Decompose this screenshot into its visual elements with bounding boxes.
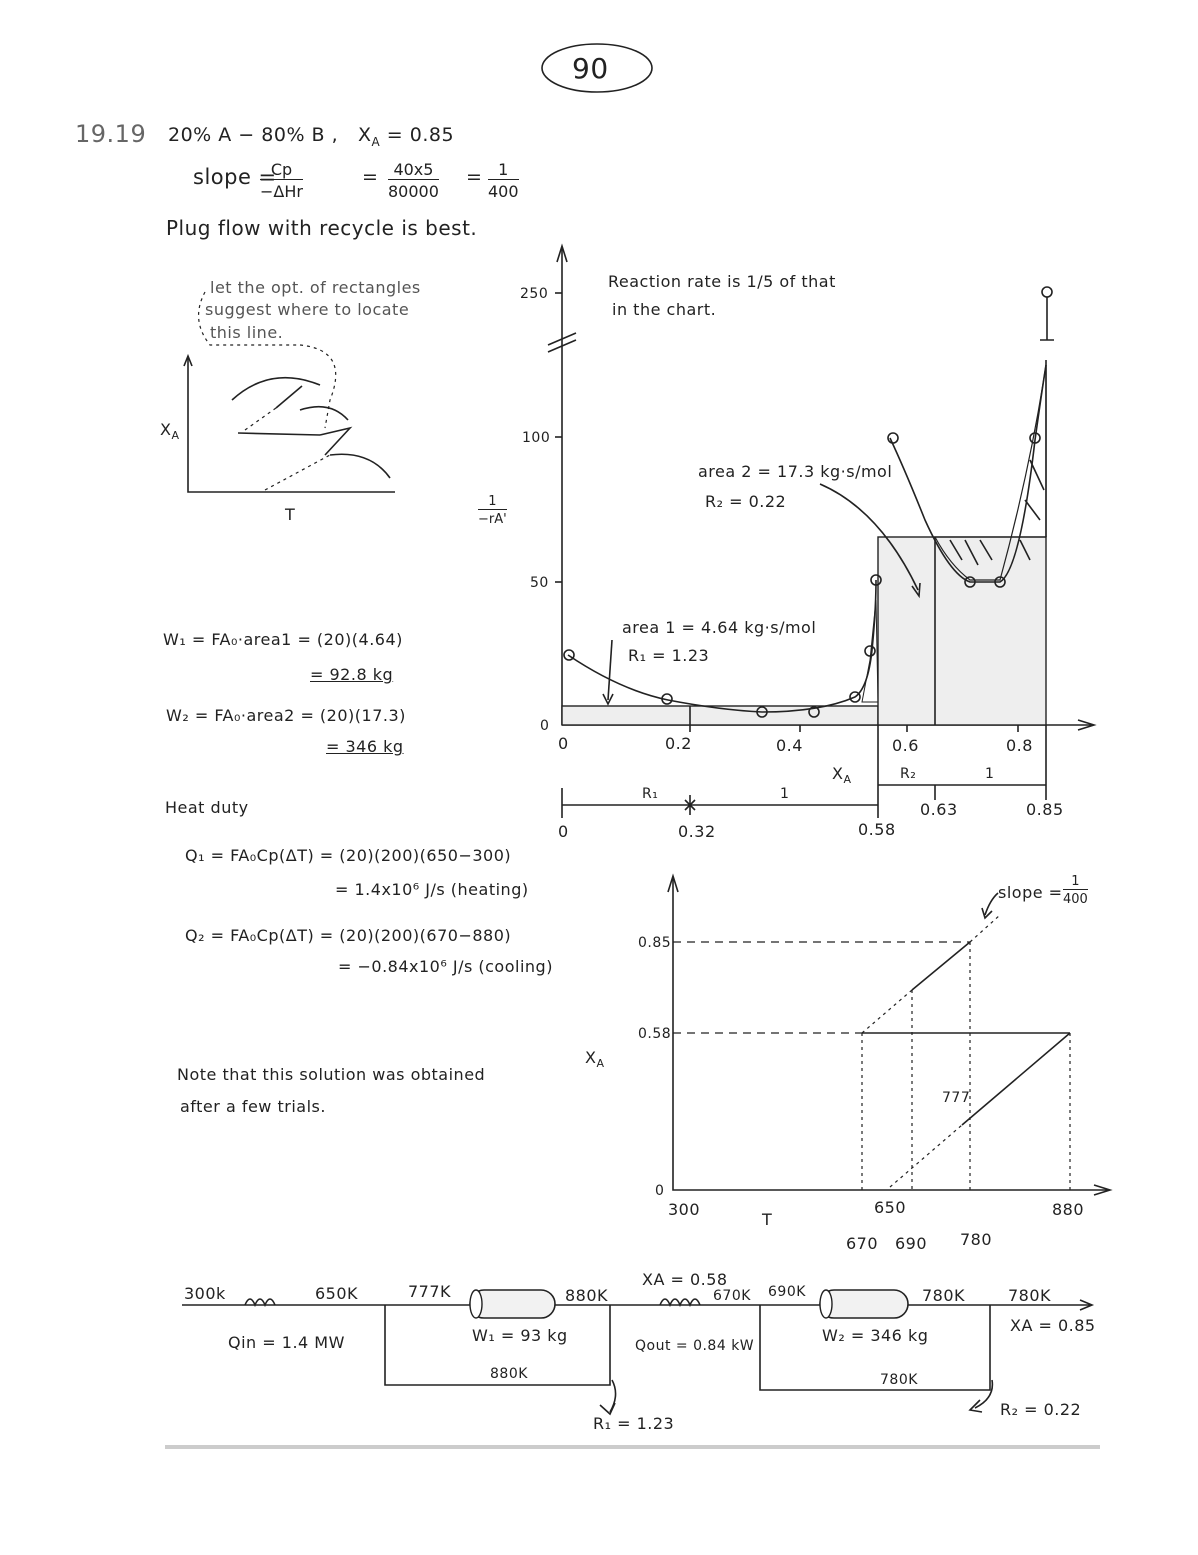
chart1-ylabel-num: 1 xyxy=(478,494,507,510)
fs-t-out2: 780K xyxy=(922,1286,966,1305)
slope-fraction-1 xyxy=(260,160,303,201)
span-r2: R₂ xyxy=(900,766,917,782)
span-one-2: 1 xyxy=(985,766,995,782)
sketch-note-2: suggest where to locate xyxy=(205,300,410,319)
chart1-spans xyxy=(562,725,1046,818)
slope-fraction-2 xyxy=(388,160,439,201)
chart2-axes xyxy=(668,876,1110,1195)
problem-xa-value: = 0.85 xyxy=(380,124,455,146)
chart2-slope-num: 1 xyxy=(1063,874,1088,890)
conclusion: Plug flow with recycle is best. xyxy=(166,216,478,240)
slope-label: slope = xyxy=(193,165,277,189)
chart2-slope-fraction xyxy=(1063,874,1088,907)
fs-r2: R₂ = 0.22 xyxy=(1000,1400,1082,1419)
sketch-x-label: T xyxy=(285,505,296,524)
chart2-label-777: 777 xyxy=(942,1090,971,1106)
chart1-ytick-0: 0 xyxy=(540,718,550,734)
fs-recycle2-temp: 780K xyxy=(880,1372,918,1388)
sketch-note-3: this line. xyxy=(210,323,284,342)
slope-f2-num: 40x5 xyxy=(388,160,439,180)
chart1-xtick-04: 0.4 xyxy=(776,736,803,755)
chart1-ytick-50: 50 xyxy=(530,575,549,591)
chart1-ylabel-den: −rA' xyxy=(478,512,507,527)
slope-f2-den: 80000 xyxy=(388,182,439,201)
chart2-ylabel-symbol: X xyxy=(585,1048,597,1067)
chart2-slope xyxy=(998,883,1063,902)
slope-f3-num: 1 xyxy=(488,160,519,180)
fs-t-cooler: 670K xyxy=(713,1288,751,1304)
chart2-xtick-690: 690 xyxy=(895,1234,928,1253)
q2-line2: = −0.84x10⁶ J/s (cooling) xyxy=(338,957,553,976)
fs-q-out: Qout = 0.84 kW xyxy=(635,1338,755,1354)
chart2-ytick-085: 0.85 xyxy=(638,935,672,951)
span-r1: R₁ xyxy=(642,786,659,802)
chart1-xtick-02: 0.2 xyxy=(665,734,692,753)
q2-line1: Q₂ = FA₀Cp(ΔT) = (20)(200)(670−880) xyxy=(185,926,512,945)
lower-tick-063: 0.63 xyxy=(920,800,958,819)
area1-label: area 1 = 4.64 kg·s/mol xyxy=(622,618,817,637)
slope-fraction-3 xyxy=(488,160,519,201)
problem-xa-symbol: X xyxy=(358,124,372,146)
q1-line1: Q₁ = FA₀Cp(ΔT) = (20)(200)(650−300) xyxy=(185,846,512,865)
q1-line2: = 1.4x10⁶ J/s (heating) xyxy=(335,880,529,899)
r1-label: R₁ = 1.23 xyxy=(628,646,710,665)
chart1-rectangles xyxy=(562,360,1046,725)
chart2-xtick-300: 300 xyxy=(668,1200,701,1219)
span-one-1: 1 xyxy=(780,786,790,802)
chart1-xlabel xyxy=(832,764,852,786)
note-line1: Note that this solution was obtained xyxy=(177,1065,486,1084)
w1-line1: W₁ = FA₀·area1 = (20)(4.64) xyxy=(163,630,403,649)
page-number: 90 xyxy=(572,52,609,85)
w2-line1: W₂ = FA₀·area2 = (20)(17.3) xyxy=(166,706,406,725)
chart1-xtick-06: 0.6 xyxy=(892,736,919,755)
fs-t-out1: 880K xyxy=(565,1286,609,1305)
problem-number: 19.19 xyxy=(75,120,147,148)
chart1-xtick-08: 0.8 xyxy=(1006,736,1033,755)
chart2-xtick-880: 880 xyxy=(1052,1200,1085,1219)
equals-2: = xyxy=(466,166,483,188)
problem-xa-sub: A xyxy=(371,134,381,149)
chart2-xtick-670: 670 xyxy=(846,1234,879,1253)
problem-feed: 20% A − 80% B , xyxy=(168,124,339,146)
chart2-xtick-780: 780 xyxy=(960,1230,993,1249)
chart2-xtick-650: 650 xyxy=(874,1198,907,1217)
fs-q-in: Qin = 1.4 MW xyxy=(228,1333,345,1352)
chart2-ylabel xyxy=(585,1048,605,1070)
fs-t-heater: 650K xyxy=(315,1284,359,1303)
heat-title: Heat duty xyxy=(165,798,249,817)
lower-tick-032: 0.32 xyxy=(678,822,716,841)
slope-f1-den: −ΔHr xyxy=(260,182,303,201)
slope-f1-num: Cp xyxy=(260,160,303,180)
chart1-title-1: Reaction rate is 1/5 of that xyxy=(608,272,836,291)
slope-f3-den: 400 xyxy=(488,182,519,201)
fs-t-in: 300k xyxy=(184,1284,226,1303)
fs-w2: W₂ = 346 kg xyxy=(822,1326,929,1345)
w2-line2: = 346 kg xyxy=(326,737,404,756)
area2-label: area 2 = 17.3 kg·s/mol xyxy=(698,462,893,481)
equals-1: = xyxy=(362,166,379,188)
r2-label: R₂ = 0.22 xyxy=(705,492,787,511)
w1-line2: = 92.8 kg xyxy=(310,665,394,684)
sketch-graph xyxy=(184,292,395,492)
sketch-y-label xyxy=(160,420,180,442)
problem-xa xyxy=(358,124,454,149)
chart2-slope-label: slope = xyxy=(998,883,1063,902)
lower-tick-058: 0.58 xyxy=(858,820,896,839)
chart2-ylabel-sub: A xyxy=(596,1057,605,1071)
chart2-slope-den: 400 xyxy=(1063,892,1088,907)
chart2-xlabel: T xyxy=(762,1210,773,1229)
chart2-ytick-0: 0 xyxy=(655,1183,665,1199)
fs-t-mix1: 777K xyxy=(408,1282,452,1301)
chart1-xtick-0: 0 xyxy=(558,734,569,753)
fs-recycle1-temp: 880K xyxy=(490,1366,528,1382)
lower-tick-085: 0.85 xyxy=(1026,800,1064,819)
sketch-y-sub: A xyxy=(171,429,180,443)
sketch-y-symbol: X xyxy=(160,420,172,439)
chart1-ytick-100: 100 xyxy=(522,430,551,446)
chart1-xlabel-symbol: X xyxy=(832,764,844,783)
fs-xa-mid: XA = 0.58 xyxy=(642,1270,728,1289)
fs-t-final: 780K xyxy=(1008,1286,1052,1305)
fs-r1: R₁ = 1.23 xyxy=(593,1414,675,1433)
fs-w1: W₁ = 93 kg xyxy=(472,1326,568,1345)
fs-xa-final: XA = 0.85 xyxy=(1010,1316,1096,1335)
fs-t-mix2: 690K xyxy=(768,1284,806,1300)
chart1-ylabel xyxy=(478,494,507,527)
chart1-xlabel-sub: A xyxy=(843,773,852,787)
lower-tick-0: 0 xyxy=(558,822,569,841)
chart1-title-2: in the chart. xyxy=(612,300,717,319)
chart2-ytick-058: 0.58 xyxy=(638,1026,672,1042)
sketch-note-1: let the opt. of rectangles xyxy=(210,278,421,297)
note-line2: after a few trials. xyxy=(180,1097,326,1116)
chart1-ytick-250: 250 xyxy=(520,286,549,302)
